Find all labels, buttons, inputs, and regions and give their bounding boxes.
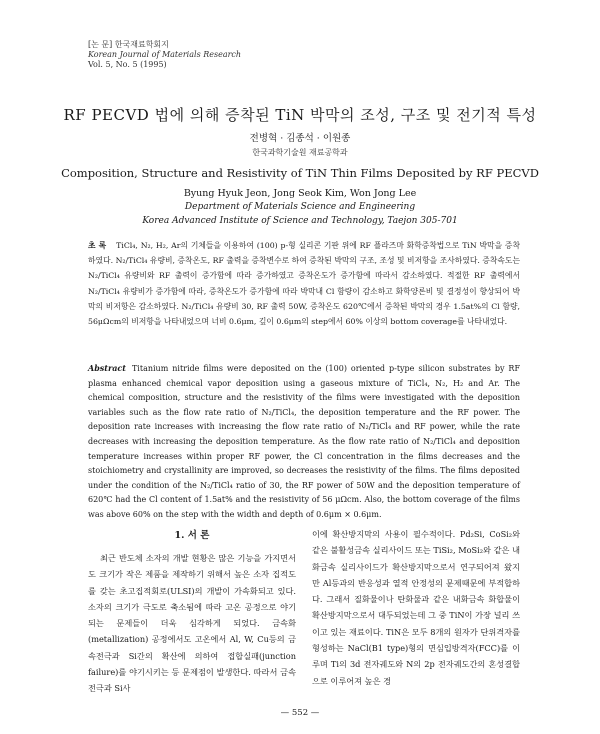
authors-english: Byung Hyuk Jeon, Jong Seok Kim, Won Jong Lee: [183, 188, 417, 199]
section-heading-introduction: 1. 서 론: [174, 530, 210, 541]
body-paragraph-right: 이에 확산방지막의 사용이 필수적이다. Pd₂Si, CoSi₂와 같은 불활성금속 실리사이드 또는 TiSi₂, MoSi₂와 같은 내화금속 실리사이드가 확산방지막으로서 연구되어져 왔지만 Al등과의 반응성과 열적 안정성의 문제때문에 부적합하다. 그래서 질화물이나 탄화물과 같은 내화금속 화합물이 확산방지막으로서 대두되었는데 그 중 TiN이 가장 널리 쓰이고 있는 재료이다. TiN은 모두 8개의 원자가 단위격자를 형성하는 NaCl(B1 type)형의 면심입방격자(FCC)를 이루며 Ti의 3d 전자궤도와 N의 2p 전자궤도간의 혼성결합으로 이루어져 높은 경: [312, 529, 520, 686]
abstract-english-text: Titanium nitride films were deposited on the (100) oriented p-type silicon substrates by RF plasma enhanced chemical vapor deposition using a gaseous mixture of TiCl₄, N₂, H₂ and Ar. The chemical composition, structure and the resistivity of the films were investigated with the deposition variables such as the flow rate ratio of N₂/TiCl₄, the deposition temperature and the RF power. The deposition rate increases with increasing the flow rate ratio of N₂/TiCl₄ and RF power, while the rate decreases with increasing the deposition temperature. As the flow rate ratio of N₂/TiCl₄ and deposition temperature increases within proper RF power, the Cl concentration in the films decreases and the stoichiometry and crystallinity are improved, so decreases the resistivity of the films. The films deposited under the condition of the N₂/TiCl₄ ratio of 30, the RF power of 50W and the deposition temperature of 620℃ had the Cl content of 1.5at% and the resistivity of 56 μΩcm. Also, the bottom coverage of the films was above 60% on the step with the width and depth of 0.6μm × 0.6μm.: [88, 364, 520, 519]
abstract-korean: [88, 238, 520, 329]
abstract-korean-text: TiCl₄, N₂, H₂, Ar의 기체들을 이용하여 (100) p-형 실리콘 기판 위에 RF 플라즈마 화학증착법으로 TiN 박막을 증착하였다. N₂/TiCl₄ 유량비, 증착온도, RF 출력을 증착변수로 하여 증착된 박막의 구조, 조성 및 비저항을 조사하였다. 증착속도는 N₂/TiCl₄ 유량비와 RF 출력이 증가함에 따라 증가하였고 증착온도가 증가함에 따라서 감소하였다. 적절한 RF 출력에서 N₂/TiCl₄ 유량비가 증가함에 따라, 증착온도가 증가함에 따라 박막내 Cl 함량이 감소하고 화학양론비 및 결정성이 향상되어 박막의 비저항은 감소하였다. N₂/TiCl₄ 유량비 30, RF 출력 50W, 증착온도 620℃에서 증착된 박막의 경우 1.5at%의 Cl 함량, 56μΩcm의 비저항을 나타내었으며 너비 0.6μm, 깊이 0.6μm의 step에서 60% 이상의 bottom coverage를 나타내었다.: [88, 241, 520, 327]
journal-header: [88, 40, 241, 70]
abstract-english-label: Abstract: [88, 363, 126, 373]
affiliation-korean: 한국과학기술원 재료공학과: [252, 148, 348, 157]
journal-header-line-1: [논 문] 한국재료학회지: [88, 40, 169, 49]
body-column-left: [88, 526, 296, 697]
body-paragraph-left: 최근 반도체 소자의 개발 현황은 많은 기능을 가지면서도 크기가 작은 제품을 제작하기 위해서 높은 소자 집적도를 갖는 초고집적회로(ULSI)의 개발이 가속화되고 있다. 소자의 크기가 극도로 축소됨에 따라 고온 공정으로 야기되는 문제들이 더욱 심각하게 되었다. 금속화(metallization) 공정에서도 고온에서 Al, W, Cu등의 금속전극과 Si간의 확산에 의하여 접합실패(junction failure)를 야기시키는 등 문제점이 발생한다. 따라서 금속전극과 Si사: [88, 553, 296, 694]
abstract-english: [88, 361, 520, 523]
institute-english: Korea Advanced Institute of Science and Technology, Taejon 305-701: [142, 216, 458, 226]
authors-korean: 전병혁 · 김종석 · 이원종: [249, 133, 351, 144]
page-number: — 552 —: [280, 708, 320, 718]
title-english: Composition, Structure and Resistivity of TiN Thin Films Deposited by RF PECVD: [61, 166, 539, 180]
abstract-korean-label: 초 록: [88, 241, 107, 250]
title-korean: RF PECVD 법에 의해 증착된 TiN 박막의 조성, 구조 및 전기적 특성: [63, 106, 537, 124]
journal-header-line-2: Korean Journal of Materials Research: [88, 50, 242, 59]
journal-header-line-3: Vol. 5, No. 5 (1995): [88, 60, 167, 69]
department-english: Department of Materials Science and Engineering: [184, 202, 416, 212]
body-column-right: [312, 526, 520, 689]
